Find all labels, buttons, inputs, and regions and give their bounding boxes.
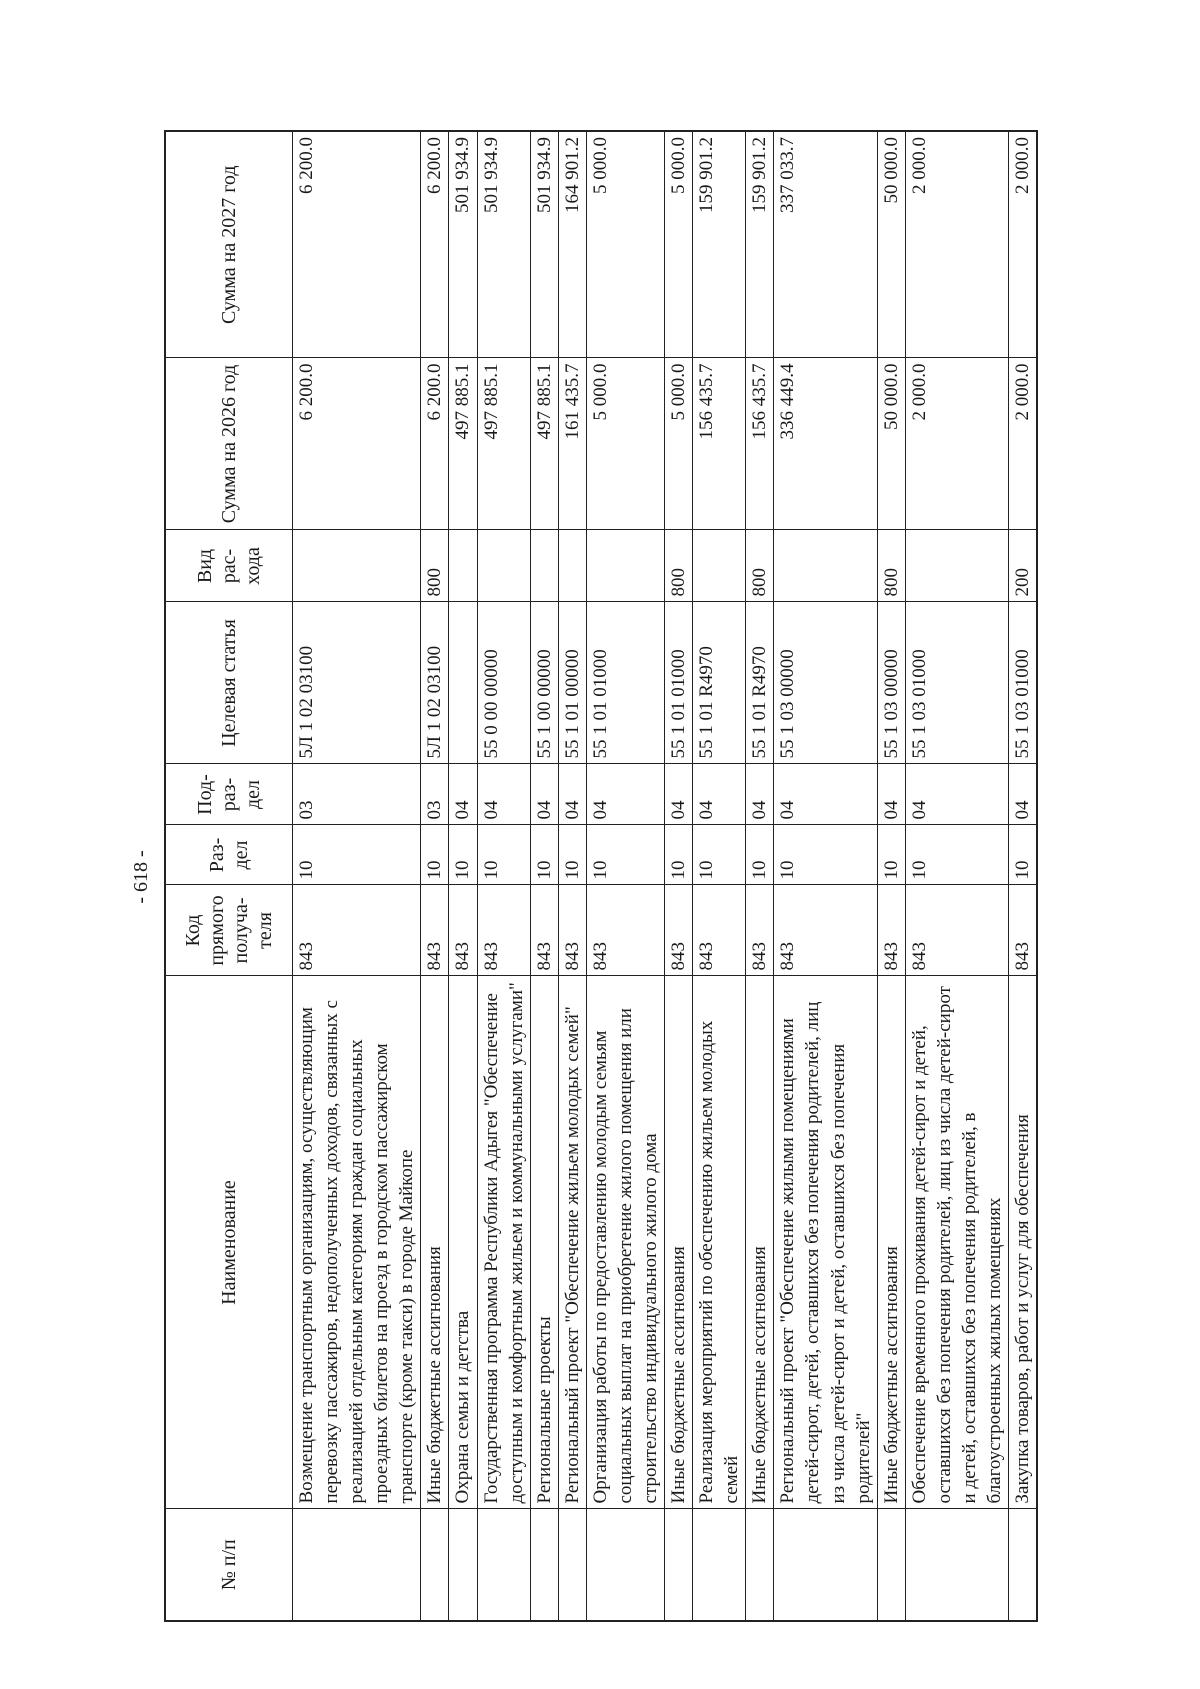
row-sum-2027: 159 901.2	[693, 131, 746, 358]
row-sum-2027: 50 000.0	[877, 131, 905, 358]
row-section: 10	[746, 825, 774, 885]
row-recipient-code: 843	[693, 885, 746, 976]
row-sum-2026: 2 000.0	[905, 358, 1008, 530]
row-target-article: 55 1 01 01000	[665, 602, 693, 764]
table-row	[665, 131, 693, 1621]
row-subsection: 04	[774, 764, 877, 825]
row-recipient-code: 843	[477, 885, 530, 976]
row-recipient-code: 843	[877, 885, 905, 976]
row-sum-2026: 497 885.1	[449, 358, 477, 530]
row-sum-2026: 6 200.0	[293, 358, 421, 530]
row-recipient-code: 843	[530, 885, 558, 976]
row-number	[449, 1509, 477, 1621]
header-target-article: Целевая статья	[165, 602, 293, 764]
row-section: 10	[421, 825, 449, 885]
row-subsection: 04	[665, 764, 693, 825]
row-sum-2026: 2 000.0	[1009, 358, 1038, 530]
row-number	[774, 1509, 877, 1621]
row-section: 10	[530, 825, 558, 885]
row-subsection: 03	[421, 764, 449, 825]
row-recipient-code: 843	[774, 885, 877, 976]
row-sum-2027: 2 000.0	[905, 131, 1008, 358]
row-sum-2026: 497 885.1	[477, 358, 530, 530]
header-recipient-code: Код прямого получа-теля	[165, 885, 293, 976]
row-sum-2027: 337 033.7	[774, 131, 877, 358]
row-number	[665, 1509, 693, 1621]
row-number	[746, 1509, 774, 1621]
row-name: Региональные проекты	[530, 976, 558, 1509]
row-recipient-code: 843	[421, 885, 449, 976]
row-sum-2026: 5 000.0	[586, 358, 664, 530]
row-sum-2027: 2 000.0	[1009, 131, 1038, 358]
row-target-article: 55 1 03 01000	[1009, 602, 1038, 764]
row-name: Охрана семьи и детства	[449, 976, 477, 1509]
row-target-article	[449, 602, 477, 764]
row-subsection: 04	[449, 764, 477, 825]
row-expense-type: 800	[746, 530, 774, 602]
table-row	[293, 131, 421, 1621]
row-target-article: 55 1 00 00000	[530, 602, 558, 764]
row-name: Региональный проект "Обеспечение жильем молодых семей"	[558, 976, 586, 1509]
row-section: 10	[774, 825, 877, 885]
row-recipient-code: 843	[293, 885, 421, 976]
row-number	[693, 1509, 746, 1621]
row-recipient-code: 843	[905, 885, 1008, 976]
header-name: Наименование	[165, 976, 293, 1509]
row-target-article: 5Л 1 02 03100	[421, 602, 449, 764]
row-section: 10	[586, 825, 664, 885]
row-recipient-code: 843	[746, 885, 774, 976]
row-target-article: 55 0 00 00000	[477, 602, 530, 764]
row-subsection: 04	[1009, 764, 1038, 825]
row-number	[421, 1509, 449, 1621]
row-expense-type	[530, 530, 558, 602]
row-expense-type: 800	[421, 530, 449, 602]
row-name: Реализация мероприятий по обеспечению жильем молодых семей	[693, 976, 746, 1509]
row-sum-2027: 501 934.9	[449, 131, 477, 358]
row-section: 10	[1009, 825, 1038, 885]
row-name: Иные бюджетные ассигнования	[421, 976, 449, 1509]
row-recipient-code: 843	[665, 885, 693, 976]
row-target-article: 55 1 01 00000	[558, 602, 586, 764]
row-expense-type	[293, 530, 421, 602]
row-sum-2026: 161 435.7	[558, 358, 586, 530]
row-expense-type	[774, 530, 877, 602]
row-sum-2026: 50 000.0	[877, 358, 905, 530]
row-section: 10	[293, 825, 421, 885]
row-sum-2026: 156 435.7	[746, 358, 774, 530]
row-recipient-code: 843	[558, 885, 586, 976]
page-number: - 618 -	[130, 850, 152, 904]
row-subsection: 04	[877, 764, 905, 825]
table-row	[905, 131, 1008, 1621]
row-section: 10	[477, 825, 530, 885]
row-name: Иные бюджетные ассигнования	[877, 976, 905, 1509]
row-target-article: 55 1 01 01000	[586, 602, 664, 764]
row-name: Возмещение транспортным организациям, осуществляющим перевозку пассажиров, недополученных доходов, связанных с реализацией отдельным категориям граждан социальных проездных билетов на проезд в городском пассажирском транспорте (кроме такси) в городе Майкопе	[293, 976, 421, 1509]
row-sum-2026: 6 200.0	[421, 358, 449, 530]
row-section: 10	[693, 825, 746, 885]
header-expense-type: Вид рас-хода	[165, 530, 293, 602]
row-sum-2027: 6 200.0	[293, 131, 421, 358]
row-name: Организация работы по предоставлению молодым семьям социальных выплат на приобретение жилого помещения или строительство индивидуального жилого дома	[586, 976, 664, 1509]
row-expense-type	[586, 530, 664, 602]
header-sum-2027: Сумма на 2027 год	[165, 131, 293, 358]
row-section: 10	[877, 825, 905, 885]
row-name: Государственная программа Республики Адыгея "Обеспечение доступным и комфортным жильем и коммунальными услугами"	[477, 976, 530, 1509]
table-row	[530, 131, 558, 1621]
row-sum-2027: 159 901.2	[746, 131, 774, 358]
header-subsection: Под-раз-дел	[165, 764, 293, 825]
table-row	[449, 131, 477, 1621]
row-subsection: 04	[693, 764, 746, 825]
header-section: Раз-дел	[165, 825, 293, 885]
row-subsection: 04	[530, 764, 558, 825]
table-row	[558, 131, 586, 1621]
row-sum-2027: 501 934.9	[477, 131, 530, 358]
table-row	[586, 131, 664, 1621]
table-row	[1009, 131, 1038, 1621]
row-section: 10	[449, 825, 477, 885]
row-number	[558, 1509, 586, 1621]
row-subsection: 04	[558, 764, 586, 825]
row-expense-type	[477, 530, 530, 602]
row-number	[1009, 1509, 1038, 1621]
table-row	[774, 131, 877, 1621]
row-recipient-code: 843	[449, 885, 477, 976]
row-expense-type: 200	[1009, 530, 1038, 602]
row-sum-2027: 5 000.0	[665, 131, 693, 358]
row-name: Иные бюджетные ассигнования	[746, 976, 774, 1509]
row-number	[586, 1509, 664, 1621]
row-target-article: 55 1 01 R4970	[746, 602, 774, 764]
row-number	[293, 1509, 421, 1621]
row-name: Закупка товаров, работ и услуг для обеспечения	[1009, 976, 1038, 1509]
row-subsection: 03	[293, 764, 421, 825]
row-subsection: 04	[746, 764, 774, 825]
row-number	[530, 1509, 558, 1621]
row-name: Региональный проект "Обеспечение жилыми помещениями детей-сирот, детей, оставшихся без попечения родителей, лиц из числа детей-сирот и детей, оставшихся без попечения родителей"	[774, 976, 877, 1509]
row-number	[477, 1509, 530, 1621]
row-sum-2027: 5 000.0	[586, 131, 664, 358]
header-sum-2026: Сумма на 2026 год	[165, 358, 293, 530]
row-sum-2027: 6 200.0	[421, 131, 449, 358]
row-sum-2026: 5 000.0	[665, 358, 693, 530]
row-expense-type	[693, 530, 746, 602]
row-name: Иные бюджетные ассигнования	[665, 976, 693, 1509]
table-row	[693, 131, 746, 1621]
row-sum-2027: 164 901.2	[558, 131, 586, 358]
row-subsection: 04	[586, 764, 664, 825]
row-number	[905, 1509, 1008, 1621]
row-expense-type: 800	[665, 530, 693, 602]
budget-table	[164, 130, 1038, 1622]
row-recipient-code: 843	[586, 885, 664, 976]
row-target-article: 55 1 03 00000	[877, 602, 905, 764]
header-no: № п/п	[165, 1509, 293, 1621]
row-expense-type	[558, 530, 586, 602]
table-row	[746, 131, 774, 1621]
row-section: 10	[665, 825, 693, 885]
row-recipient-code: 843	[1009, 885, 1038, 976]
row-expense-type: 800	[877, 530, 905, 602]
row-number	[877, 1509, 905, 1621]
row-section: 10	[905, 825, 1008, 885]
row-subsection: 04	[477, 764, 530, 825]
row-target-article: 55 1 03 01000	[905, 602, 1008, 764]
table-row	[877, 131, 905, 1621]
row-sum-2027: 501 934.9	[530, 131, 558, 358]
row-section: 10	[558, 825, 586, 885]
table-header-row	[165, 131, 293, 1621]
row-sum-2026: 497 885.1	[530, 358, 558, 530]
row-target-article: 55 1 01 R4970	[693, 602, 746, 764]
row-expense-type	[905, 530, 1008, 602]
row-name: Обеспечение временного проживания детей-сирот и детей, оставшихся без попечения родителей, лиц из числа детей-сирот и детей, оставшихся без попечения родителей, в благоустроенных жилых помещениях	[905, 976, 1008, 1509]
row-target-article: 5Л 1 02 03100	[293, 602, 421, 764]
row-sum-2026: 156 435.7	[693, 358, 746, 530]
row-expense-type	[449, 530, 477, 602]
rotated-page-content	[122, 132, 1127, 1622]
table-row	[477, 131, 530, 1621]
row-sum-2026: 336 449.4	[774, 358, 877, 530]
table-row	[421, 131, 449, 1621]
row-subsection: 04	[905, 764, 1008, 825]
row-target-article: 55 1 03 00000	[774, 602, 877, 764]
